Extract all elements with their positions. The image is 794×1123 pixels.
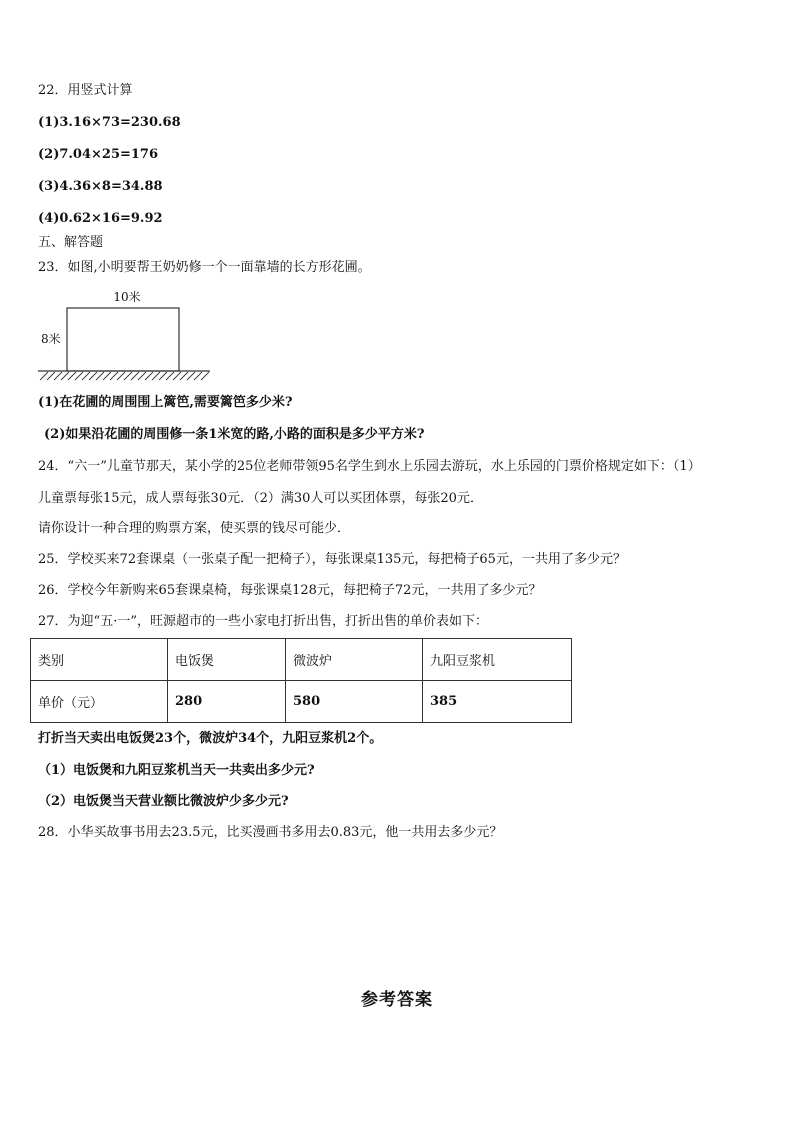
q22-item-4: (4)0.62×16=9.92: [38, 211, 163, 226]
q22-item-2: (2)7.04×25=176: [38, 147, 159, 162]
table-cell: 580: [286, 681, 423, 723]
table-cell: 385: [423, 681, 572, 723]
q27-sub2: （2）电饭煲当天营业额比微波炉少多少元?: [38, 794, 289, 809]
q24-line3: 请你设计一种合理的购票方案，使买票的钱尽可能少．: [38, 521, 351, 536]
q24-line1: 24．“六一”儿童节那天，某小学的25位老师带领95名学生到水上乐园去游玩，水上乐园的门票价格规定如下：（1）: [38, 459, 701, 474]
q23-sub2: (2)如果沿花圃的周围修一条1米宽的路,小路的面积是多少平方米?: [44, 427, 425, 442]
height-label: 8米: [41, 332, 61, 346]
table-header-row: [31, 639, 572, 681]
garden-rectangle: [67, 308, 179, 371]
q28-text: 28．小华买故事书用去23.5元，比买漫画书多用去0.83元，他一共用去多少元？: [38, 825, 503, 840]
price-table: [30, 638, 572, 723]
table-cell: 单价（元）: [31, 681, 168, 723]
q25-text: 25．学校买来72套课桌（一张桌子配一把椅子），每张课桌135元，每把椅子65元，一共用了多少元？: [38, 552, 626, 567]
table-cell: 微波炉: [286, 639, 423, 681]
table-cell: 类别: [31, 639, 168, 681]
wall-hatching: [40, 372, 209, 380]
q22-title: 22．用竖式计算: [38, 83, 133, 98]
q22-item-1: (1)3.16×73=230.68: [38, 115, 181, 130]
q23-sub1: (1)在花圃的周围围上篱笆,需要篱笆多少米?: [38, 395, 293, 410]
width-label: 10米: [113, 290, 141, 304]
q23-text: 23．如图,小明要帮王奶奶修一个一面靠墙的长方形花圃。: [38, 260, 371, 275]
section-title: 五、解答题: [38, 235, 104, 250]
q27-after: 打折当天卖出电饭煲23个，微波炉34个，九阳豆浆机2个。: [38, 731, 383, 746]
q22-item-3: (3)4.36×8=34.88: [38, 179, 163, 194]
table-row: [31, 681, 572, 723]
q24-line2: 儿童票每张15元，成人票每张30元．（2）满30人可以买团体票，每张20元．: [38, 491, 483, 506]
q27-text: 27．为迎“五·一”，旺源超市的一些小家电打折出售，打折出售的单价表如下：: [38, 614, 488, 629]
answers-title: 参考答案: [361, 990, 433, 1010]
table-cell: 280: [168, 681, 286, 723]
table-cell: 九阳豆浆机: [423, 639, 572, 681]
garden-figure: [38, 288, 218, 383]
table-cell: 电饭煲: [168, 639, 286, 681]
q27-sub1: （1）电饭煲和九阳豆浆机当天一共卖出多少元?: [38, 763, 315, 778]
q26-text: 26．学校今年新购来65套课桌椅，每张课桌128元，每把椅子72元，一共用了多少元？: [38, 583, 542, 598]
